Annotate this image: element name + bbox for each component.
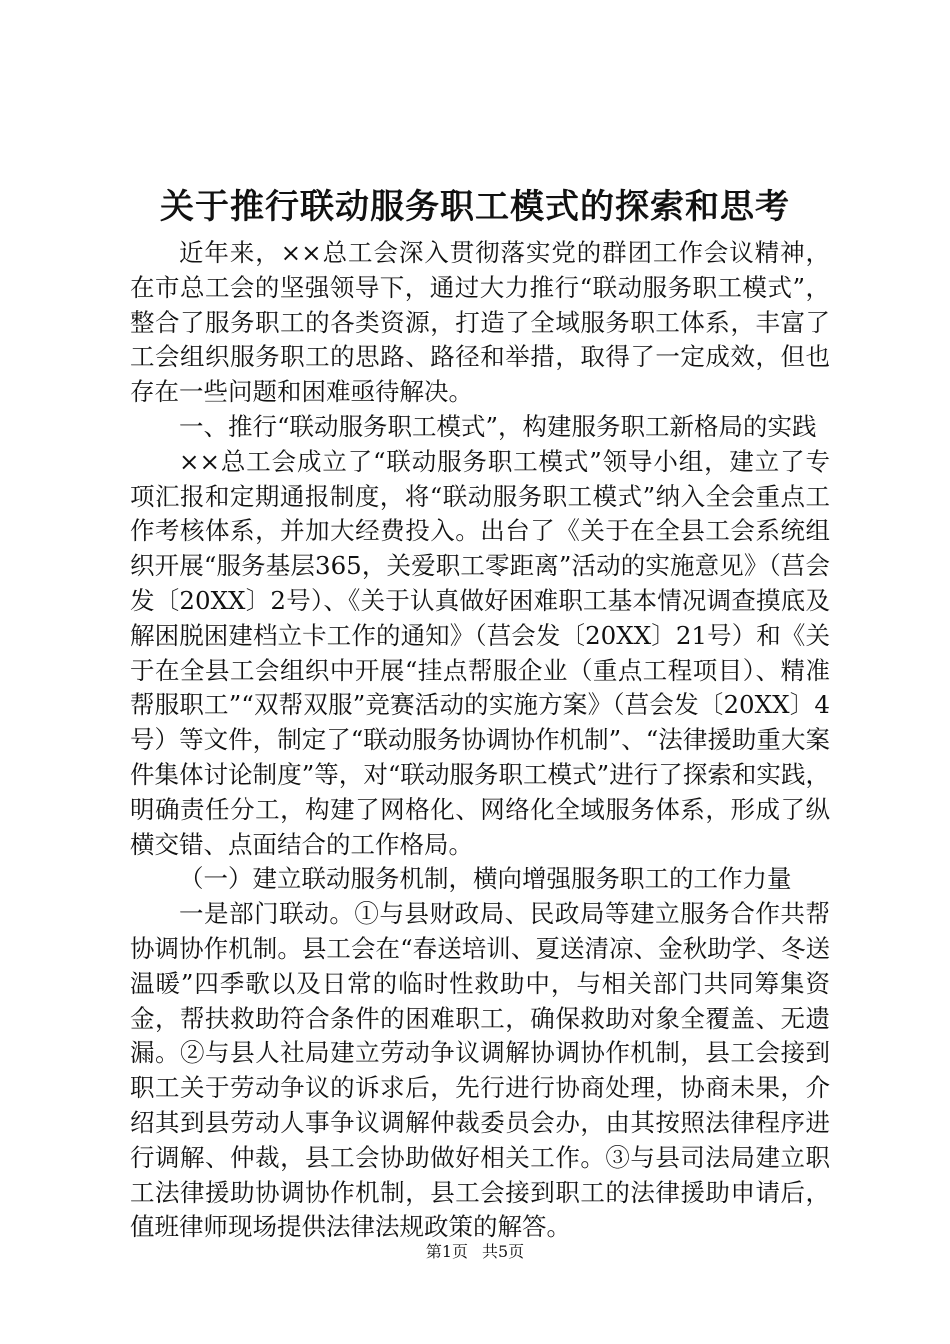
paragraph-department-linkage: 一是部门联动。①与县财政局、民政局等建立服务合作共帮协调协作机制。县工会在“春送培训、夏送清凉、金秋助学、冬送温暖”四季歌以及日常的临时性救助中，与相关部门共同筹集资金，帮扶救助符合条件的困难职工，确保救助对象全覆盖、无遗漏。②与县人社局建立劳动争议调解协调协作机制，县工会接到职工关于劳动争议的诉求后，先行进行协商处理，协商未果，介绍其到县劳动人事争议调解仲裁委员会办，由其按照法律程序进行调解、仲裁，县工会协助做好相关工作。③与县司法局建立职工法律援助协调协作机制，县工会接到职工的法律援助申请后，值班律师现场提供法律法规政策的解答。 [130, 899, 830, 1242]
paragraph-intro: 近年来，××总工会深入贯彻落实党的群团工作会议精神，在市总工会的坚强领导下，通过大力推行“联动服务职工模式”，整合了服务职工的各类资源，打造了全域服务职工体系，丰富了工会组织服务职工的思路、路径和举措，取得了一定成效，但也存在一些问题和困难亟待解决。 [130, 238, 830, 407]
paragraph-section-1: ××总工会成立了“联动服务职工模式”领导小组，建立了专项汇报和定期通报制度，将“联动服务职工模式”纳入全会重点工作考核体系，并加大经费投入。出台了《关于在全县工会系统组织开展“服务基层365，关爱职工零距离”活动的实施意见》（莒会发〔20XX〕2号）、《关于认真做好困难职工基本情况调查摸底及解困脱困建档立卡工作的通知》（莒会发〔20XX〕21号）和《关于在全县工会组织中开展“挂点帮服企业（重点工程项目）、精准帮服职工”“双帮双服”竞赛活动的实施方案》（莒会发〔20XX〕4号）等文件，制定了“联动服务协调协作机制”、“法律援助重大案件集体讨论制度”等，对“联动服务职工模式”进行了探索和实践，明确责任分工，构建了网格化、网络化全域服务体系，形成了纵横交错、点面结合的工作格局。 [130, 446, 830, 859]
heading-section-1: 一、推行“联动服务职工模式”，构建服务职工新格局的实践 [179, 411, 817, 441]
heading-subsection-1: （一）建立联动服务机制，横向增强服务职工的工作力量 [179, 864, 792, 894]
page-footer [0, 1240, 950, 1264]
page-total: 共5页 [482, 1242, 525, 1261]
document-body [130, 236, 830, 1245]
document-title: 关于推行联动服务职工模式的探索和思考 [160, 187, 790, 227]
page-number: 第1页 [425, 1242, 468, 1261]
